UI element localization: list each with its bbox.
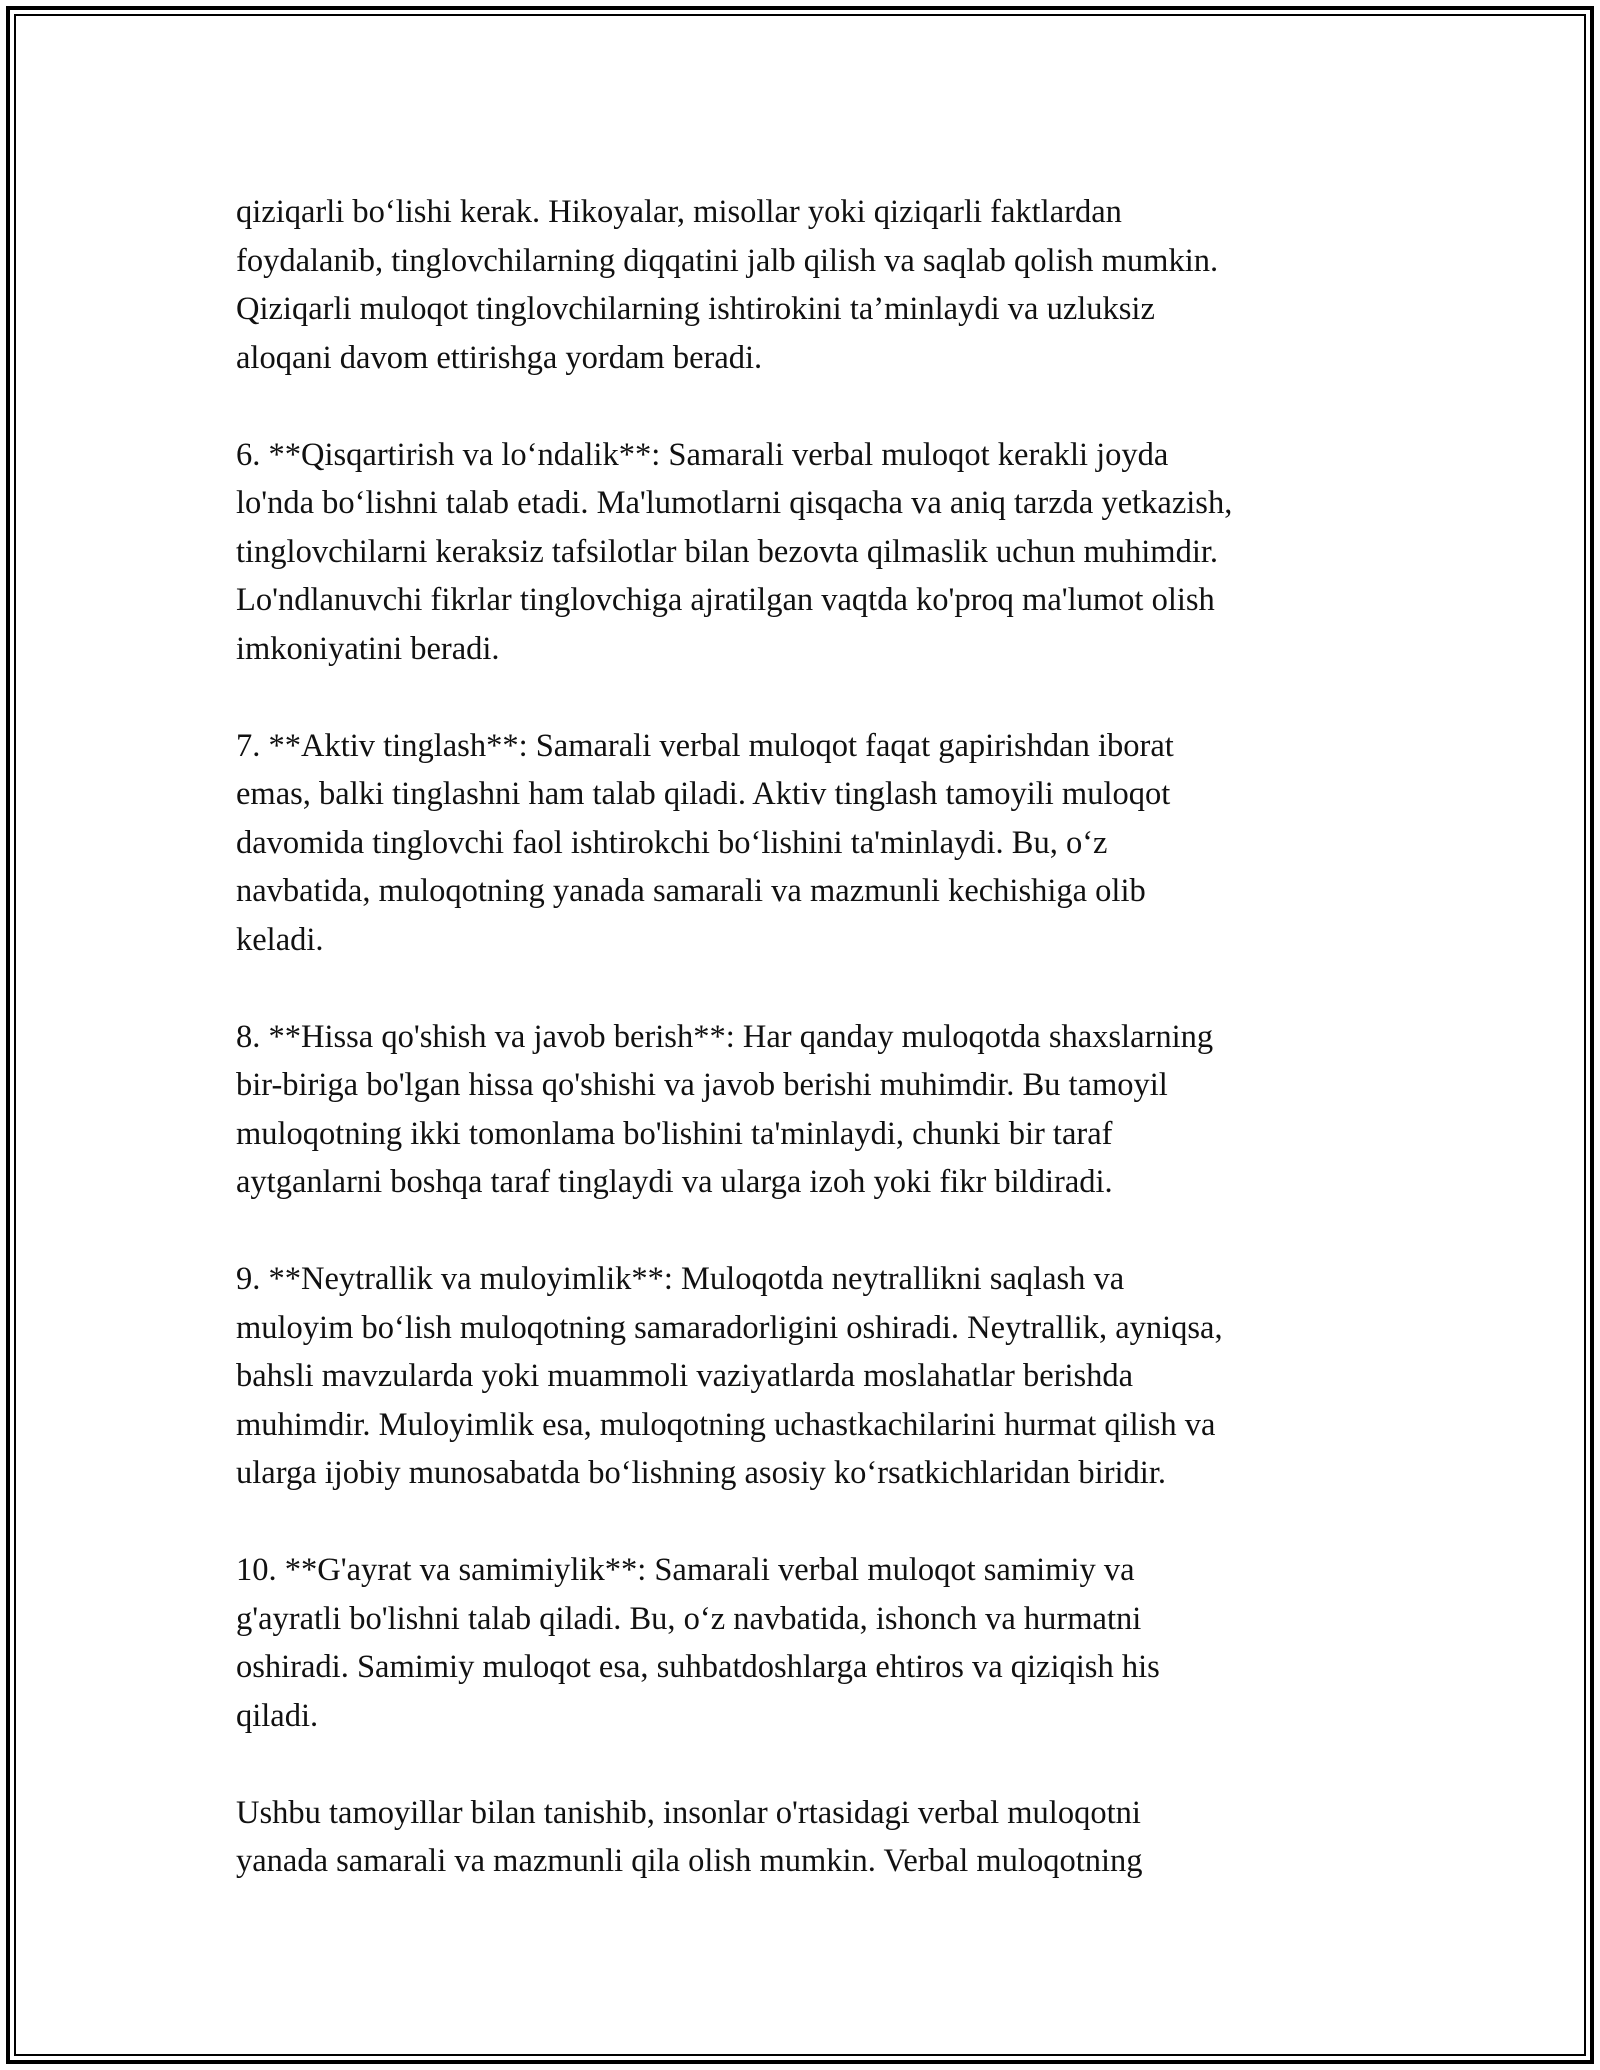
text-line: lo'nda bo‘lishni talab etadi. Ma'lumotlarni qisqacha va aniq tarzda yetkazish, <box>236 485 1233 521</box>
text-line: 10. **G'ayrat va samimiylik**: Samarali verbal muloqot samimiy va <box>236 1552 1135 1588</box>
text-line: muloyim bo‘lish muloqotning samaradorligini oshiradi. Neytrallik, ayniqsa, <box>236 1309 1223 1346</box>
paragraph <box>236 722 1396 965</box>
paragraph <box>236 188 1396 382</box>
text-line: foydalanib, tinglovchilarning diqqatini jalb qilish va saqlab qolish mumkin. <box>236 242 1219 279</box>
text-line: yanada samarali va mazmunli qila olish mumkin. Verbal muloqotning <box>236 1843 1143 1879</box>
paragraph <box>236 1546 1396 1740</box>
text-line: qiziqarli bo‘lishi kerak. Hikoyalar, misollar yoki qiziqarli faktlardan <box>236 194 1122 230</box>
text-line: 7. **Aktiv tinglash**: Samarali verbal muloqot faqat gapirishdan iborat <box>236 727 1174 764</box>
text-line: bahsli mavzularda yoki muammoli vaziyatlarda moslahatlar berishda <box>236 1358 1134 1394</box>
paragraph <box>236 1255 1396 1498</box>
paragraph <box>236 1789 1396 1886</box>
text-line: 9. **Neytrallik va muloyimlik**: Muloqotda neytrallikni saqlash va <box>236 1261 1125 1297</box>
text-line: Lo'ndlanuvchi fikrlar tinglovchiga ajratilgan vaqtda ko'proq ma'lumot olish <box>236 582 1215 618</box>
text-line: oshiradi. Samimiy muloqot esa, suhbatdoshlarga ehtiros va qiziqish his <box>236 1649 1160 1685</box>
text-line: ularga ijobiy munosabatda bo‘lishning asosiy ko‘rsatkichlaridan biridir. <box>236 1455 1166 1491</box>
text-line: muloqotning ikki tomonlama bo'lishini ta'minlaydi, chunki bir taraf <box>236 1115 1113 1152</box>
document-body <box>236 188 1396 1934</box>
text-line: 6. **Qisqartirish va lo‘ndalik**: Samarali verbal muloqot kerakli joyda <box>236 436 1169 473</box>
text-line: aytganlarni boshqa taraf tinglaydi va ularga izoh yoki fikr bildiradi. <box>236 1164 1113 1200</box>
text-line: muhimdir. Muloyimlik esa, muloqotning uchastkachilarini hurmat qilish va <box>236 1406 1216 1443</box>
text-line: navbatida, muloqotning yanada samarali va mazmunli kechishiga olib <box>236 873 1146 909</box>
text-line: tinglovchilarni keraksiz tafsilotlar bilan bezovta qilmaslik uchun muhimdir. <box>236 533 1218 570</box>
text-line: qiladi. <box>236 1697 319 1734</box>
text-line: g'ayratli bo'lishni talab qiladi. Bu, o‘z navbatida, ishonch va hurmatni <box>236 1600 1142 1637</box>
text-line: aloqani davom ettirishga yordam beradi. <box>236 339 763 376</box>
text-line: Ushbu tamoyillar bilan tanishib, insonlar o'rtasidagi verbal muloqotni <box>236 1794 1141 1831</box>
text-line: Qiziqarli muloqot tinglovchilarning ishtirokini ta’minlaydi va uzluksiz <box>236 291 1155 327</box>
text-line: bir-biriga bo'lgan hissa qo'shishi va javob berishi muhimdir. Bu tamoyil <box>236 1067 1168 1103</box>
text-line: emas, balki tinglashni ham talab qiladi. Aktiv tinglash tamoyili muloqot <box>236 776 1171 812</box>
text-line: 8. **Hissa qo'shish va javob berish**: Har qanday muloqotda shaxslarning <box>236 1018 1214 1055</box>
text-line: imkoniyatini beradi. <box>236 630 500 667</box>
paragraph <box>236 431 1396 674</box>
text-line: keladi. <box>236 921 324 958</box>
text-line: davomida tinglovchi faol ishtirokchi bo‘lishini ta'minlaydi. Bu, o‘z <box>236 824 1108 861</box>
paragraph <box>236 1013 1396 1207</box>
